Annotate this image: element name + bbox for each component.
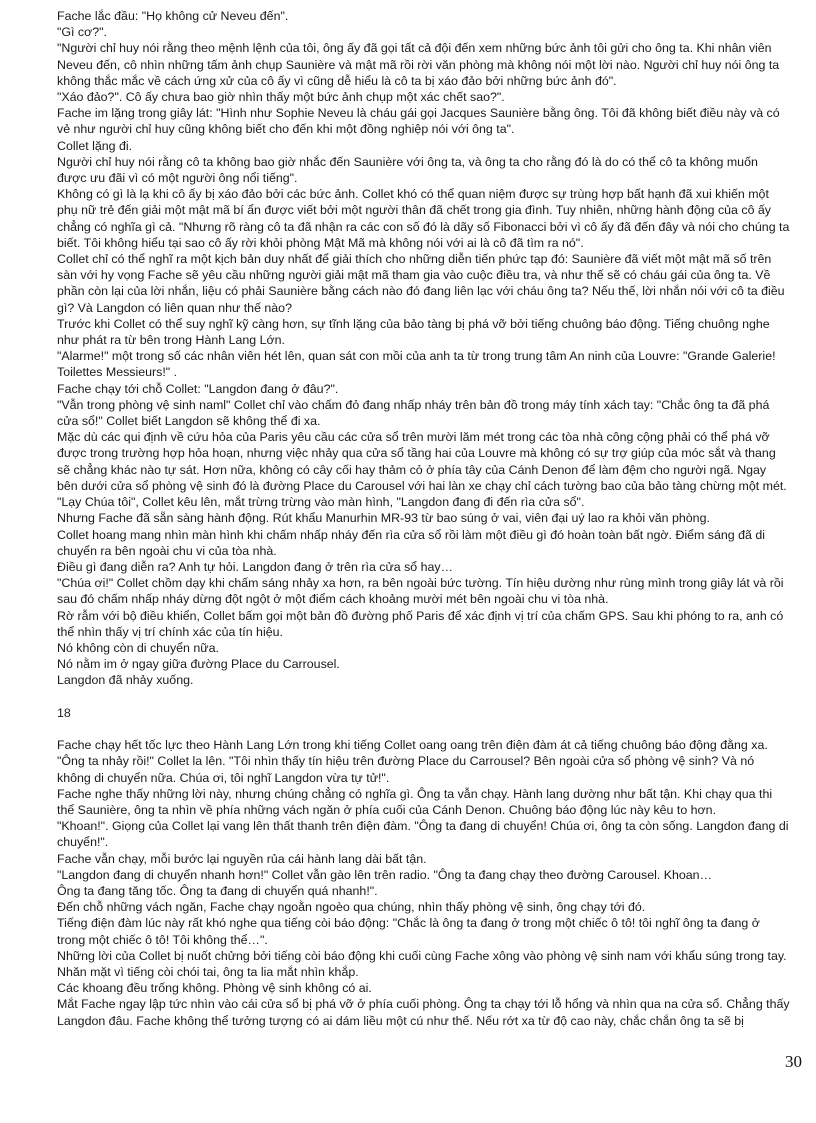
paragraph: Fache chạy hết tốc lực theo Hành Lang Lớn trong khi tiếng Collet oang oang trên điện đàm át cả tiếng chuông báo động đằng xa. — [57, 738, 768, 753]
paragraph: Người chỉ huy nói rằng cô ta không bao giờ nhắc đến Saunière với ông ta, và ông ta cho rằng đó là do có thể cô ta không muốn được ưu đãi vì có một người ông nổi tiếng". — [57, 154, 758, 186]
paragraph: Những lời của Collet bị nuốt chửng bởi tiếng còi báo động khi cuối cùng Fache xông vào phòng vệ sinh nam với khẩu súng trong tay. Nhăn mặt vì tiếng còi chói tai, ông ta lia mắt nhìn khắp. — [57, 948, 787, 979]
paragraph: Mắt Fache ngay lập tức nhìn vào cái cửa sổ bị phá vỡ ở phía cuối phòng. Ông ta chạy tới lỗ hổng và nhìn qua na cửa sổ. Chẳng thấy Langdon đâu. Fache không thể tưởng tượng có ai dám liều một cú như thế. Nếu rớt xa từ độ cao này, chắc chắn ông ta sẽ bị — [57, 997, 790, 1028]
paragraph: Trước khi Collet có thể suy nghĩ kỹ càng hơn, sự tĩnh lặng của bảo tàng bị phá vỡ bởi tiếng chuông báo động. Tiếng chuông nghe như phát ra từ bên trong Hành Lang Lớn. — [57, 316, 770, 348]
paragraph: Đến chỗ những vách ngăn, Fache chạy ngoằn ngoèo qua chúng, nhìn thấy phòng vệ sinh, ông chạy tới đó. — [57, 900, 646, 915]
paragraph: Collet chỉ có thể nghĩ ra một kịch bản duy nhất để giải thích cho những diễn tiến phức tạp đó: Saunière đã viết một mật mã số trên sàn với hy vọng Fache sẽ yêu cầu những người giải mật mã tham gia vào cuộc điều tra, và như thế sẽ có cháu gái của ông ta. Về phần còn lại của lời nhắn, liệu có phải Saunière bằng cách nào đó đang liên lạc với cháu ông ta? Nếu thế, lời nhắn nói với cô ta điều gì? Và Langdon có liên quan như thế nào? — [57, 252, 785, 315]
paragraph: Điều gì đang diễn ra? Anh tự hỏi. Langdon đang ở trên rìa cửa sổ hay… — [57, 559, 454, 574]
paragraph: "Vẫn trong phòng vệ sinh naml" Collet chỉ vào chấm đỏ đang nhấp nháy trên bản đồ trong máy tính xách tay: "Chắc ông ta đã phá cửa sổ!" Collet biết Langdon sẽ không thể đi xa. — [57, 397, 770, 429]
paragraph: Fache vẫn chạy, mỗi bước lại nguyền rủa cái hành lang dài bất tận. — [57, 851, 427, 866]
paragraph: Mặc dù các qui định về cứu hỏa của Paris yêu cầu các cửa sổ trên mười lăm mét trong các tòa nhà công cộng phải có thể phá vỡ được trong trường hợp hỏa hoạn, nhưng việc nhảy qua cửa sổ tầng hai của Louvre mà không có sự trợ giúp của móc sắt và thang sẽ chẳng khác nào tự sát. Hơn nữa, không có cây cối hay thảm cỏ ở phía tây của Cánh Denon để làm đệm cho người ngã. Ngay bên dưới cửa sổ phòng vệ sinh đó là đường Place du Carousel với hai làn xe chạy chỉ cách tường bao của bảo tàng chừng một mét. "Lạy Chúa tôi", Collet kêu lên, mắt trừng trừng vào màn hình, "Langdon đang đi đến rìa cửa sổ". — [57, 430, 787, 510]
paragraph: "Khoan!". Giọng của Collet lại vang lên thất thanh trên điện đàm. "Ông ta đang di chuyển! Chúa ơi, ông ta còn sống. Langdon đang di chuyển!". — [57, 819, 789, 850]
paragraph: Collet hoang mang nhìn màn hình khi chấm nhấp nháy đến rìa cửa sổ rồi làm một điều gì đó hoàn toàn bất ngờ. Điểm sáng đã di chuyển ra bên ngoài chu vi của tòa nhà. — [57, 527, 765, 558]
paragraph: Collet lặng đi. — [57, 138, 133, 153]
paragraph: "Ông ta nhảy rồi!" Collet la lên. "Tôi nhìn thấy tín hiệu trên đường Place du Carrousel? Bên ngoài cửa sổ phòng vệ sinh? Và nó không di chuyển nữa. Chúa ơi, tôi nghĩ Langdon vừa tự tử!". — [57, 754, 755, 785]
paragraph: Không có gì là lạ khi cô ấy bị xáo đảo bởi các bức ảnh. Collet khó có thể quan niệm được sự trùng hợp bất hạnh đã xui khiến một phụ nữ trẻ đến giải một mật mã bí ẩn được viết bởi một người thân đã chết trong gia đình. Tuy nhiên, những hành động của cô ấy chẳng có nghĩa gì cả. "Nhưng rõ ràng cô ta đã nhận ra các con số đó là dãy số Fibonacci bởi vì cô ấy đã đến đây và nói cho chúng ta biết. Tôi không hiểu tại sao cô ấy rời khỏi phòng Mật Mã mà không nói với ai là cô đã tìm ra nó". — [57, 187, 790, 250]
paragraph: Nó không còn di chuyển nữa. — [57, 640, 219, 655]
chapter-number: 18 — [57, 705, 71, 720]
paragraph: "Gì cơ?". — [57, 25, 107, 40]
paragraph: Fache lắc đầu: "Họ không cử Neveu đến". — [57, 9, 289, 23]
paragraph: "Langdon đang di chuyển nhanh hơn!" Collet vẫn gào lên trên radio. "Ông ta đang chạy theo đường Carousel. Khoan… — [57, 867, 712, 882]
paragraph: "Người chỉ huy nói rằng theo mệnh lệnh của tôi, ông ấy đã gọi tất cả đội đến xem những bức ảnh tôi gửi cho ông ta. Khi nhân viên Neveu đến, cô nhìn những tấm ảnh chụp Saunière và mật mã rồi rời văn phòng mà không nói một lời nào. Người chỉ huy nói ông ta không thắc mắc về cách ứng xử của cô ấy vì cũng dễ hiểu là cô ta bị xáo đảo bởi những bức ảnh đó". — [57, 41, 780, 88]
paragraph: Tiếng điện đàm lúc này rất khó nghe qua tiếng còi báo động: "Chắc là ông ta đang ở trong một chiếc ô tô! tôi nghĩ ông ta đang ở trong một chiếc ô tô! Tôi không thể…". — [57, 916, 760, 947]
body-text — [57, 8, 790, 1029]
paragraph: "Chúa ơi!" Collet chồm dạy khi chấm sáng nhảy xa hơn, ra bên ngoài bức tường. Tín hiệu dường như rùng mình trong giây lát và rồi sau đó chấm nhấp nháy dừng đột ngột ở một điểm cách khoảng mười mét bên ngoài chu vi tòa nhà. — [57, 576, 784, 607]
paragraph: Nhưng Fache đã sẵn sàng hành động. Rút khẩu Manurhin MR-93 từ bao súng ở vai, viên đại uý lao ra khỏi văn phòng. — [57, 511, 710, 526]
page-number: 30 — [785, 1052, 802, 1071]
paragraph: Các khoang đều trống không. Phòng vệ sinh không có ai. — [57, 981, 372, 996]
paragraph: Fache nghe thấy những lời này, nhưng chúng chẳng có nghĩa gì. Ông ta vẫn chạy. Hành lang dường như bất tận. Khi chạy qua thi thể Saunière, ông ta nhìn về phía những vách ngăn ở phía cuối của Cánh Denon. Chuông báo động lúc này kêu to hơn. — [57, 786, 773, 817]
paragraph: Fache chạy tới chỗ Collet: "Langdon đang ở đâu?". — [57, 381, 339, 396]
paragraph: Fache im lặng trong giây lát: "Hình như Sophie Neveu là cháu gái gọi Jacques Saunière bằng ông. Tôi đã không biết điều này và có vẻ như người chỉ huy cũng không biết cho đến khi một đồng nghiệp nói với ông ta". — [57, 106, 780, 137]
paragraph: "Xáo đảo?". Cô ấy chưa bao giờ nhìn thấy một bức ảnh chụp một xác chết sao?". — [57, 90, 505, 105]
paragraph: Langdon đã nhảy xuống. — [57, 673, 194, 688]
paragraph: "Alarme!" một trong số các nhân viên hét lên, quan sát con mồi của anh ta từ trong trung tâm An ninh của Louvre: "Grande Galerie! Toilettes Messieurs!" . — [57, 349, 776, 380]
section-before-chapter — [57, 8, 790, 689]
paragraph: Rờ rẫm với bộ điều khiển, Collet bấm gọi một bản đồ đường phố Paris để xác định vị trí của chấm GPS. Sau khi phóng to ra, anh có thể nhìn thấy vị trí chính xác của tín hiệu. — [57, 608, 784, 639]
paragraph: Nó nằm im ở ngay giữa đường Place du Carrousel. — [57, 657, 340, 672]
section-chapter-18 — [57, 737, 790, 1029]
paragraph: Ông ta đang tăng tốc. Ông ta đang di chuyển quá nhanh!". — [57, 883, 378, 898]
